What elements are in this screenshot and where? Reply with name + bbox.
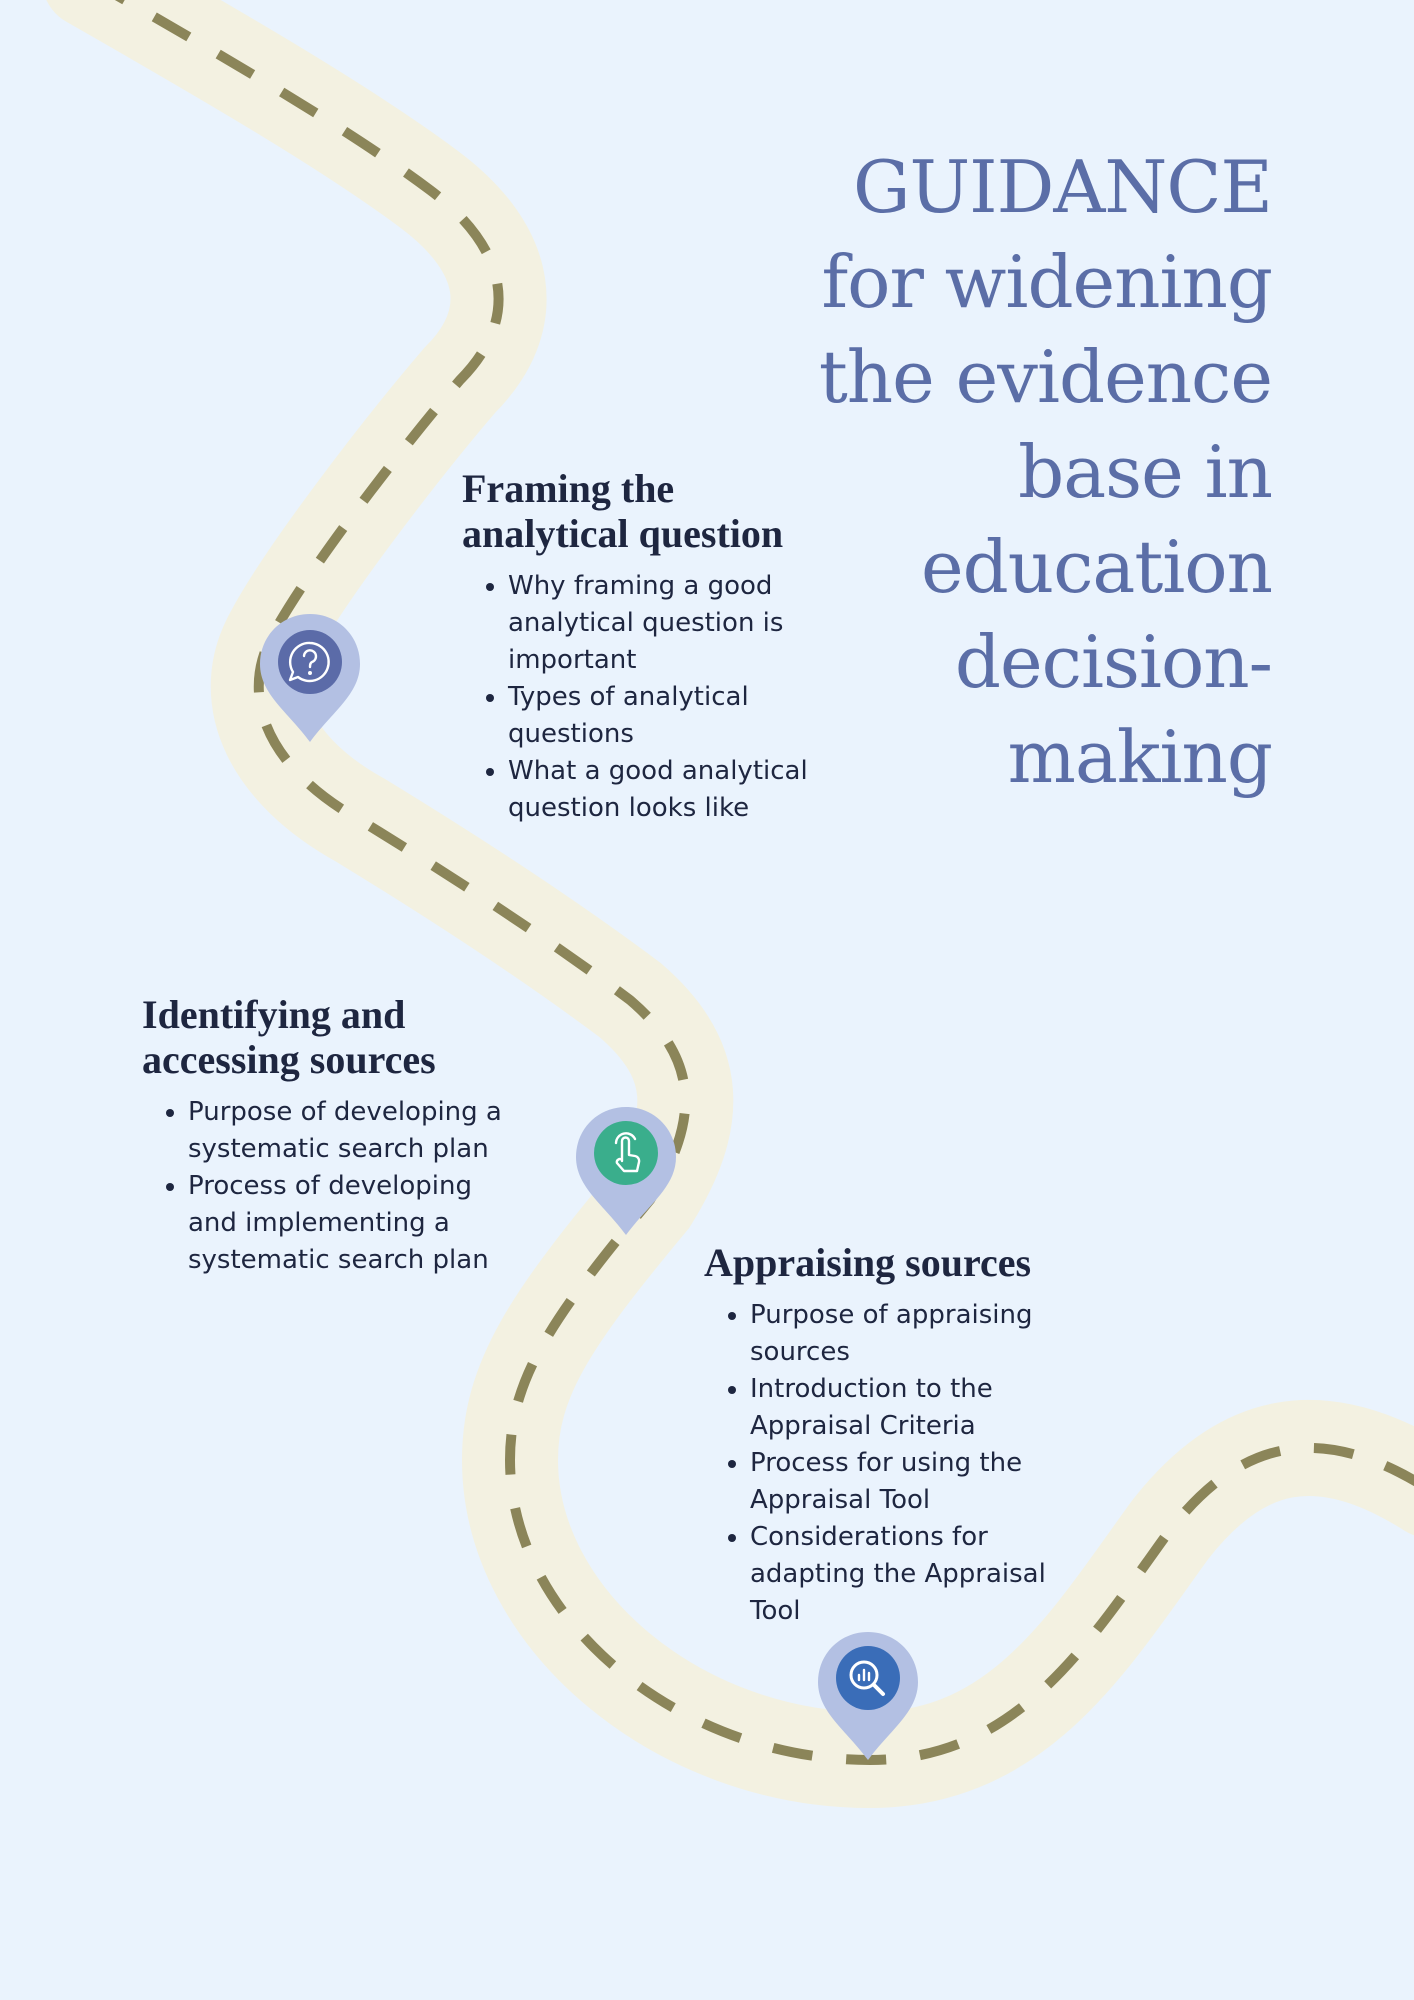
heading-line: Identifying and [142,992,406,1037]
section-heading [462,466,882,556]
list-item: • Why framing a good analytical question is important [508,568,882,679]
section-framing-question [462,466,882,827]
section-heading [142,992,512,1082]
title-line: making [1007,715,1272,799]
heading-line: analytical question [462,511,784,556]
map-pin-question [258,612,362,744]
heading-line: Framing the [462,466,675,511]
title-line: GUIDANCE [852,145,1272,229]
section-heading [704,1240,1104,1285]
map-pin-pointer [574,1105,678,1237]
title-line: decision- [954,620,1272,704]
list-item: • Considerations for adapting the Appraisal Tool [750,1519,1104,1630]
heading-line: accessing sources [142,1037,436,1082]
title-line: the evidence [818,335,1272,419]
list-item: • Purpose of appraising sources [750,1297,1104,1371]
topic-list [142,1094,512,1279]
title-line: base in [1018,430,1272,514]
list-item: • Process for using the Appraisal Tool [750,1445,1104,1519]
topic-list [462,568,882,827]
topic-list [704,1297,1104,1630]
heading-line: Appraising sources [704,1240,1032,1285]
title-line: education [921,525,1272,609]
list-item: • Introduction to the Appraisal Criteria [750,1371,1104,1445]
section-identifying-sources [142,992,512,1279]
map-pin-appraisal [816,1630,920,1762]
list-item: • What a good analytical question looks like [508,753,882,827]
section-appraising-sources [704,1240,1104,1630]
list-item: • Purpose of developing a systematic search plan [188,1094,512,1168]
list-item: • Types of analytical questions [508,679,882,753]
list-item: • Process of developing and implementing a systematic search plan [188,1168,512,1279]
title-line: for widening [821,240,1272,324]
